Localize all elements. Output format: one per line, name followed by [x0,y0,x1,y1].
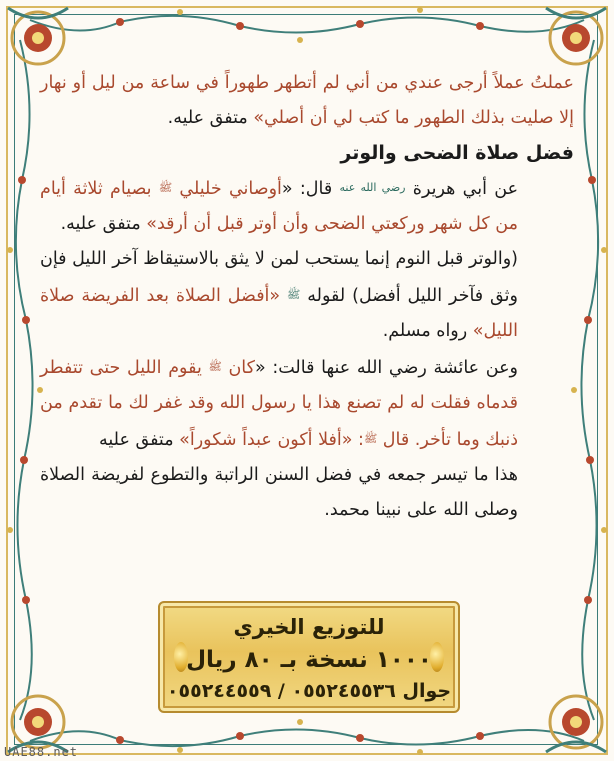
watermark: UAE88.net [4,745,79,759]
p3-red: «أفضل الصلاة بعد الفريضة صلاة الليل» [40,286,518,341]
paragraph-5 [40,458,574,528]
p2-red2: بصيام ثلاثة أيام من كل شهر وركعتي الضحى وأن أوتر قبل أن أرقد» [40,179,518,234]
radiallahu-seal-icon: رضي الله عنه [339,181,406,194]
salla-seal-icon: ﷺ [208,360,222,373]
p4-red1: كان [221,358,255,378]
box-phone: جوال ٠٥٥٢٤٥٥٣٦ / ٠٥٥٢٤٤٥٥٩ [166,680,452,702]
paragraph-4 [40,349,574,458]
p2-red1: أوصاني خليلي [172,179,282,199]
p1-line2-end: متفق عليه. [167,108,254,128]
salla-seal-icon: ﷺ [363,432,378,445]
p5-text: هذا ما تيسر جمعه في فضل السنن الراتبة والتطوع لفريضة الصلاة وصلى الله على نبينا محمد. [40,465,518,520]
p4-end: متفق عليه [99,430,180,450]
p2-end: متفق عليه. [60,214,147,234]
p2-intro: عن أبي هريرة [405,179,519,199]
distribution-box [158,601,460,713]
p1-line1: عملتُ عملاً أرجى عندي من أني لم أتطهر طهوراً في ساعة من ليل [91,73,574,93]
paragraph-3 [40,242,574,349]
section-heading: فضل صلاة الضحى والوتر [340,142,574,164]
p3-text: (والوتر قبل النوم إنما يستحب لمن لا يثق بالاستيقاظ آخر الليل فإن وثق فآخر الليل أفضل) لقوله [40,249,518,306]
paragraph-2 [40,170,574,242]
box-copies: ١٠٠٠ نسخة بـ ٨٠ ريال [186,647,432,673]
paragraph-1 [40,66,574,136]
salla-seal-icon: ﷺ [158,181,173,194]
p3-end: رواه مسلم. [382,321,473,341]
p2-said: قال: « [281,179,340,199]
box-title: للتوزيع الخيري [233,615,385,639]
p4-red3: : «أفلا أكون عبداً شكوراً» [179,430,364,450]
p1-line2-red: أو نهار إلا صليت بذلك الطهور ما كتب لي أن أصلي» [40,73,574,128]
salla-seal-icon: ﷺ [287,288,301,301]
p4-red2: يقوم الليل حتى تتفطر قدماه فقلت له لم تصنع هذا يا رسول الله وقد غفر لك ما تقدم من ذنبك وما تأخر. قال [40,358,518,450]
body-text [40,66,574,528]
p4-intro: وعن عائشة رضي الله عنها قالت: « [254,358,519,378]
